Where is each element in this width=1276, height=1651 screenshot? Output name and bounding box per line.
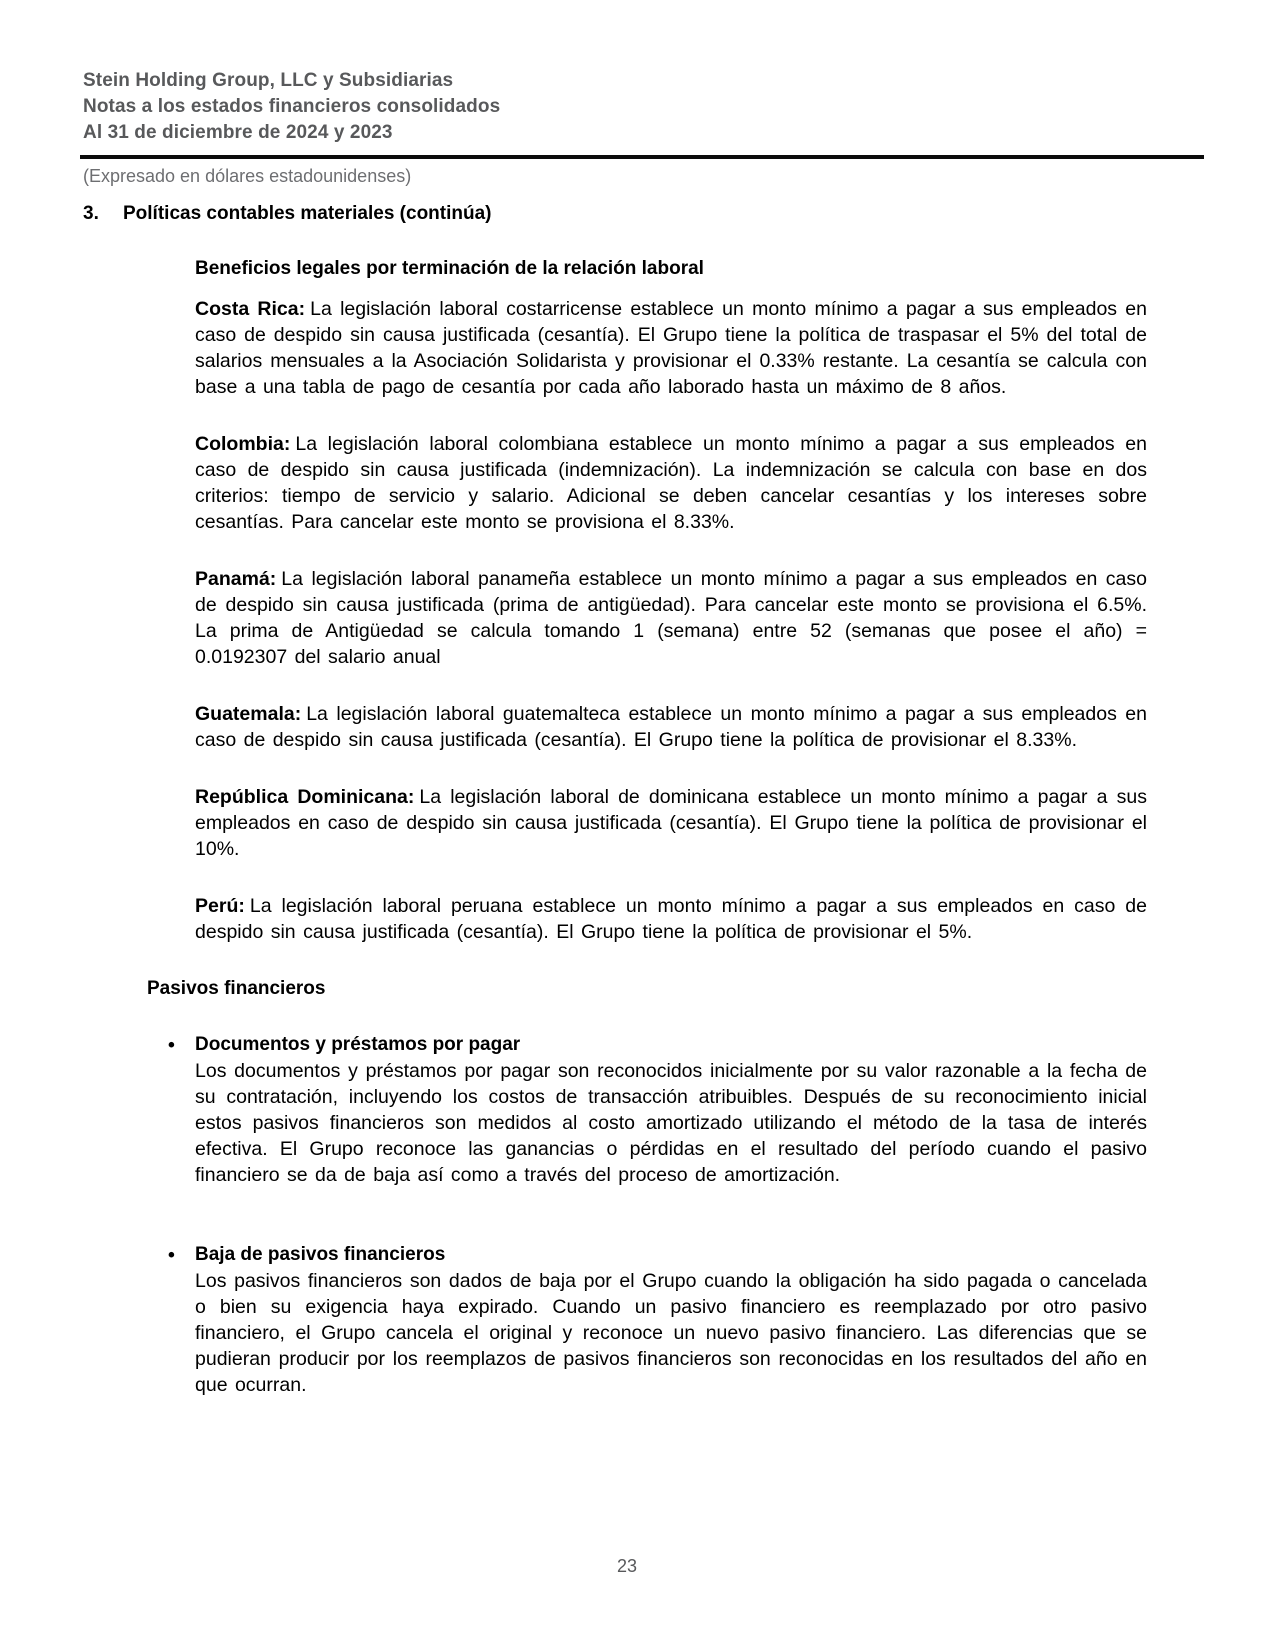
- paragraph-text: La legislación laboral de dominicana establece un monto mínimo a pagar a sus empleados en caso de despido sin causa justificada (cesantía). El Grupo tiene la política de provisionar el 10%.: [195, 786, 1147, 860]
- country-label: Colombia:: [195, 433, 291, 455]
- bullet-text: Los pasivos financieros son dados de baja por el Grupo cuando la obligación ha sido pagada o cancelada o bien su exigencia haya expirado. Cuando un pasivo financiero es reemplazado por otro pasivo financiero, el Grupo cancela el original y reconoce un nuevo pasivo financiero. Las diferencias que se pudieran producir por los reemplazos de pasivos financieros son reconocidas en los resultados del año en que ocurran.: [195, 1270, 1147, 1396]
- paragraph-text: La legislación laboral colombiana establece un monto mínimo a pagar a sus empleados en caso de despido sin causa justificada (indemnización). La indemnización se calcula con base en dos criterios: tiempo de servicio y salario. Adicional se deben cancelar cesantías y los intereses sobre cesantías. Para cancelar este monto se provisiona el 8.33%.: [195, 433, 1147, 533]
- country-label: República Dominicana:: [195, 786, 415, 808]
- bullet-body: [195, 1242, 1147, 1398]
- bullet-baja-pasivos: [168, 1242, 1147, 1398]
- document-date-line: Al 31 de diciembre de 2024 y 2023: [83, 122, 393, 143]
- paragraph-text: La legislación laboral panameña establece un monto mínimo a pagar a sus empleados en caso de despido sin causa justificada (prima de antigüedad). Para cancelar este monto se provisiona el 6.5%. La prima de Antigüedad se calcula tomando 1 (semana) entre 52 (semanas que posee el año) = 0.0192307 del salario anual: [195, 568, 1147, 668]
- paragraph-republica-dominicana: [195, 784, 1147, 862]
- company-name: Stein Holding Group, LLC y Subsidiarias: [83, 70, 454, 91]
- country-label: Costa Rica:: [195, 298, 306, 320]
- paragraph-text: La legislación laboral costarricense establece un monto mínimo a pagar a sus empleados en caso de despido sin causa justificada (cesantía). El Grupo tiene la política de traspasar el 5% del total de salarios mensuales a la Asociación Solidarista y provisionar el 0.33% restante. La cesantía se calcula con base a una tabla de pago de cesantía por cada año laborado hasta un máximo de 8 años.: [195, 298, 1147, 398]
- bullet-text: Los documentos y préstamos por pagar son reconocidos inicialmente por su valor razonable a la fecha de su contratación, incluyendo los costos de transacción atribuibles. Después de su reconocimiento inicial estos pasivos financieros son medidos al costo amortizado utilizando el método de la tasa de interés efectiva. El Grupo reconoce las ganancias o pérdidas en el resultado del período cuando el pasivo financiero se da de baja así como a través del proceso de amortización.: [195, 1060, 1147, 1186]
- country-label: Panamá:: [195, 568, 277, 590]
- content-area: [147, 256, 1147, 1452]
- paragraph-text: La legislación laboral guatemalteca establece un monto mínimo a pagar a sus empleados en caso de despido sin causa justificada (cesantía). El Grupo tiene la política de provisionar el 8.33%.: [195, 703, 1147, 751]
- document-header: [83, 68, 1204, 146]
- section-heading: [83, 201, 492, 227]
- paragraph-guatemala: [195, 701, 1147, 753]
- benefits-block: [195, 256, 1147, 945]
- financial-liabilities-heading: Pasivos financieros: [147, 978, 326, 999]
- country-label: Perú:: [195, 895, 245, 917]
- document-title: Notas a los estados financieros consolidados: [83, 96, 501, 117]
- section-title: Políticas contables materiales (continúa): [123, 203, 492, 224]
- page-number: 23: [616, 1556, 638, 1576]
- bullet-title: Baja de pasivos financieros: [195, 1244, 446, 1265]
- paragraph-panama: [195, 566, 1147, 670]
- bullet-title: Documentos y préstamos por pagar: [195, 1034, 521, 1055]
- benefits-heading: Beneficios legales por terminación de la relación laboral: [195, 258, 704, 279]
- currency-note: (Expresado en dólares estadounidenses): [83, 166, 412, 186]
- country-label: Guatemala:: [195, 703, 302, 725]
- paragraph-costa-rica: [195, 296, 1147, 400]
- paragraph-peru: [195, 893, 1147, 945]
- bullet-icon: •: [168, 1034, 175, 1056]
- bullet-body: [195, 1032, 1147, 1188]
- bullet-documentos-prestamos: [168, 1032, 1147, 1188]
- paragraph-colombia: [195, 431, 1147, 535]
- paragraph-text: La legislación laboral peruana establece un monto mínimo a pagar a sus empleados en caso de despido sin causa justificada (cesantía). El Grupo tiene la política de provisionar el 5%.: [195, 895, 1147, 943]
- header-divider: [80, 155, 1204, 159]
- bullet-icon: •: [168, 1244, 175, 1266]
- section-number: 3.: [83, 203, 99, 224]
